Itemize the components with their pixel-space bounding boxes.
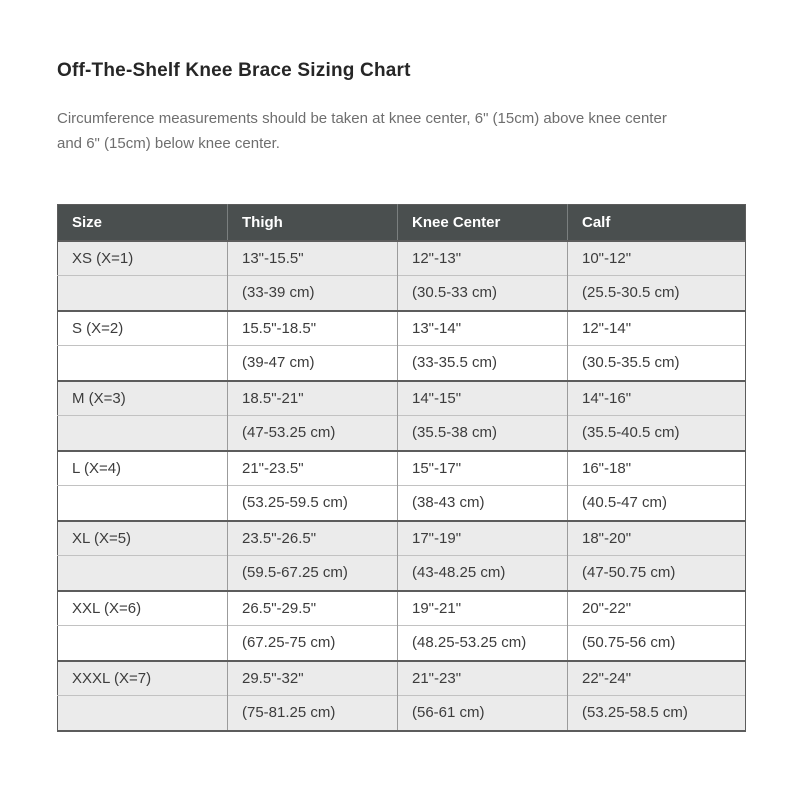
calf-cm-cell: (30.5-35.5 cm) bbox=[568, 346, 746, 381]
knee-inches-cell: 13"-14" bbox=[398, 311, 568, 346]
calf-inches-cell: 22"-24" bbox=[568, 661, 746, 696]
knee-inches-cell: 19"-21" bbox=[398, 591, 568, 626]
thigh-inches-cell: 18.5"-21" bbox=[228, 381, 398, 416]
knee-cm-cell: (56-61 cm) bbox=[398, 696, 568, 731]
knee-inches-cell: 15"-17" bbox=[398, 451, 568, 486]
knee-inches-cell: 17"-19" bbox=[398, 521, 568, 556]
column-header-knee-center: Knee Center bbox=[398, 205, 568, 241]
thigh-cm-cell: (75-81.25 cm) bbox=[228, 696, 398, 731]
table-row-cm bbox=[58, 626, 746, 661]
size-cell-empty bbox=[58, 626, 228, 661]
calf-cm-cell: (35.5-40.5 cm) bbox=[568, 416, 746, 451]
calf-inches-cell: 10"-12" bbox=[568, 241, 746, 276]
table-row-cm bbox=[58, 486, 746, 521]
size-cell-empty bbox=[58, 416, 228, 451]
thigh-inches-cell: 29.5"-32" bbox=[228, 661, 398, 696]
thigh-cm-cell: (67.25-75 cm) bbox=[228, 626, 398, 661]
size-cell: S (X=2) bbox=[58, 311, 228, 346]
thigh-cm-cell: (39-47 cm) bbox=[228, 346, 398, 381]
table-row-inches bbox=[58, 661, 746, 696]
knee-cm-cell: (35.5-38 cm) bbox=[398, 416, 568, 451]
thigh-inches-cell: 23.5"-26.5" bbox=[228, 521, 398, 556]
thigh-cm-cell: (53.25-59.5 cm) bbox=[228, 486, 398, 521]
thigh-cm-cell: (59.5-67.25 cm) bbox=[228, 556, 398, 591]
knee-cm-cell: (30.5-33 cm) bbox=[398, 276, 568, 311]
knee-inches-cell: 12"-13" bbox=[398, 241, 568, 276]
column-header-size: Size bbox=[58, 205, 228, 241]
table-row-inches bbox=[58, 381, 746, 416]
table-row-cm bbox=[58, 276, 746, 311]
table-row-cm bbox=[58, 416, 746, 451]
size-cell-empty bbox=[58, 486, 228, 521]
size-cell: XXXL (X=7) bbox=[58, 661, 228, 696]
calf-cm-cell: (40.5-47 cm) bbox=[568, 486, 746, 521]
table-header-row bbox=[58, 205, 746, 241]
table-row-cm bbox=[58, 346, 746, 381]
size-cell: XS (X=1) bbox=[58, 241, 228, 276]
table-row-inches bbox=[58, 241, 746, 276]
calf-cm-cell: (53.25-58.5 cm) bbox=[568, 696, 746, 731]
calf-inches-cell: 18"-20" bbox=[568, 521, 746, 556]
sizing-table bbox=[57, 204, 746, 732]
size-cell-empty bbox=[58, 556, 228, 591]
calf-cm-cell: (50.75-56 cm) bbox=[568, 626, 746, 661]
thigh-inches-cell: 26.5"-29.5" bbox=[228, 591, 398, 626]
size-cell-empty bbox=[58, 696, 228, 731]
table-row-cm bbox=[58, 556, 746, 591]
knee-cm-cell: (33-35.5 cm) bbox=[398, 346, 568, 381]
thigh-cm-cell: (47-53.25 cm) bbox=[228, 416, 398, 451]
size-cell: L (X=4) bbox=[58, 451, 228, 486]
knee-cm-cell: (38-43 cm) bbox=[398, 486, 568, 521]
knee-cm-cell: (48.25-53.25 cm) bbox=[398, 626, 568, 661]
table-row-inches bbox=[58, 591, 746, 626]
thigh-inches-cell: 21"-23.5" bbox=[228, 451, 398, 486]
size-cell: XXL (X=6) bbox=[58, 591, 228, 626]
size-cell-empty bbox=[58, 276, 228, 311]
table-row-inches bbox=[58, 311, 746, 346]
calf-cm-cell: (47-50.75 cm) bbox=[568, 556, 746, 591]
thigh-inches-cell: 13"-15.5" bbox=[228, 241, 398, 276]
knee-inches-cell: 14"-15" bbox=[398, 381, 568, 416]
calf-inches-cell: 16"-18" bbox=[568, 451, 746, 486]
calf-cm-cell: (25.5-30.5 cm) bbox=[568, 276, 746, 311]
column-header-calf: Calf bbox=[568, 205, 746, 241]
calf-inches-cell: 20"-22" bbox=[568, 591, 746, 626]
calf-inches-cell: 14"-16" bbox=[568, 381, 746, 416]
knee-cm-cell: (43-48.25 cm) bbox=[398, 556, 568, 591]
calf-inches-cell: 12"-14" bbox=[568, 311, 746, 346]
size-cell-empty bbox=[58, 346, 228, 381]
table-row-cm bbox=[58, 696, 746, 731]
thigh-cm-cell: (33-39 cm) bbox=[228, 276, 398, 311]
size-cell: M (X=3) bbox=[58, 381, 228, 416]
size-cell: XL (X=5) bbox=[58, 521, 228, 556]
page-subtitle: Circumference measurements should be taken at knee center, 6" (15cm) above knee center and 6" (15cm) below knee center. bbox=[57, 110, 667, 152]
thigh-inches-cell: 15.5"-18.5" bbox=[228, 311, 398, 346]
knee-inches-cell: 21"-23" bbox=[398, 661, 568, 696]
column-header-thigh: Thigh bbox=[228, 205, 398, 241]
table-row-inches bbox=[58, 451, 746, 486]
page-title: Off-The-Shelf Knee Brace Sizing Chart bbox=[57, 60, 411, 81]
table-row-inches bbox=[58, 521, 746, 556]
